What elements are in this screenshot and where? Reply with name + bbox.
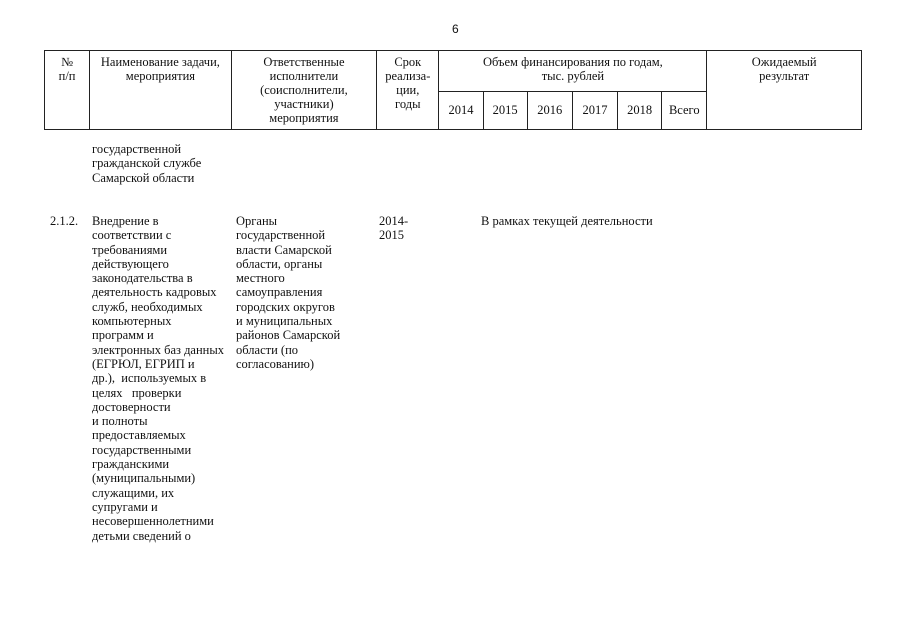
header-year-2014: 2014: [439, 91, 483, 129]
header-total: Всего: [662, 91, 707, 129]
row-financing: В рамках текущей деятельности: [481, 214, 653, 228]
header-executors: Ответственные исполнители (соисполнители, участники) мероприятия: [231, 51, 377, 130]
header-task: Наименование задачи, мероприятия: [90, 51, 232, 130]
header-num: № п/п: [45, 51, 90, 130]
header-finance: Объем финансирования по годам, тыс. рублей: [439, 51, 707, 92]
table-header: [44, 50, 862, 130]
row-term: 2014- 2015: [379, 214, 409, 243]
row-executors: Органы государственной власти Самарской области, органы местного самоуправления городских округов и муниципальных районов Самарской области (по согласованию): [236, 214, 341, 371]
header-year-2017: 2017: [572, 91, 617, 129]
header-year-2015: 2015: [483, 91, 527, 129]
page-number: 6: [452, 22, 459, 36]
header-year-2018: 2018: [618, 91, 662, 129]
header-year-2016: 2016: [527, 91, 572, 129]
continued-text: государственной гражданской службе Самарской области: [92, 142, 202, 185]
row-task: Внедрение в соответствии с требованиями действующего законодательства в деятельность кадровых служб, необходимых компьютерных программ и электронных баз данных (ЕГРЮЛ, ЕГРИП и др.), используемых в целях проверки достоверности и полноты предоставляемых государственными гражданскими (муниципальными) служащими, их супругами и несовершеннолетними детьми сведений о: [92, 214, 225, 543]
header-term: Срок реализа- ции, годы: [377, 51, 439, 130]
row-number: 2.1.2.: [50, 214, 79, 228]
header-result: Ожидаемый результат: [707, 51, 862, 130]
